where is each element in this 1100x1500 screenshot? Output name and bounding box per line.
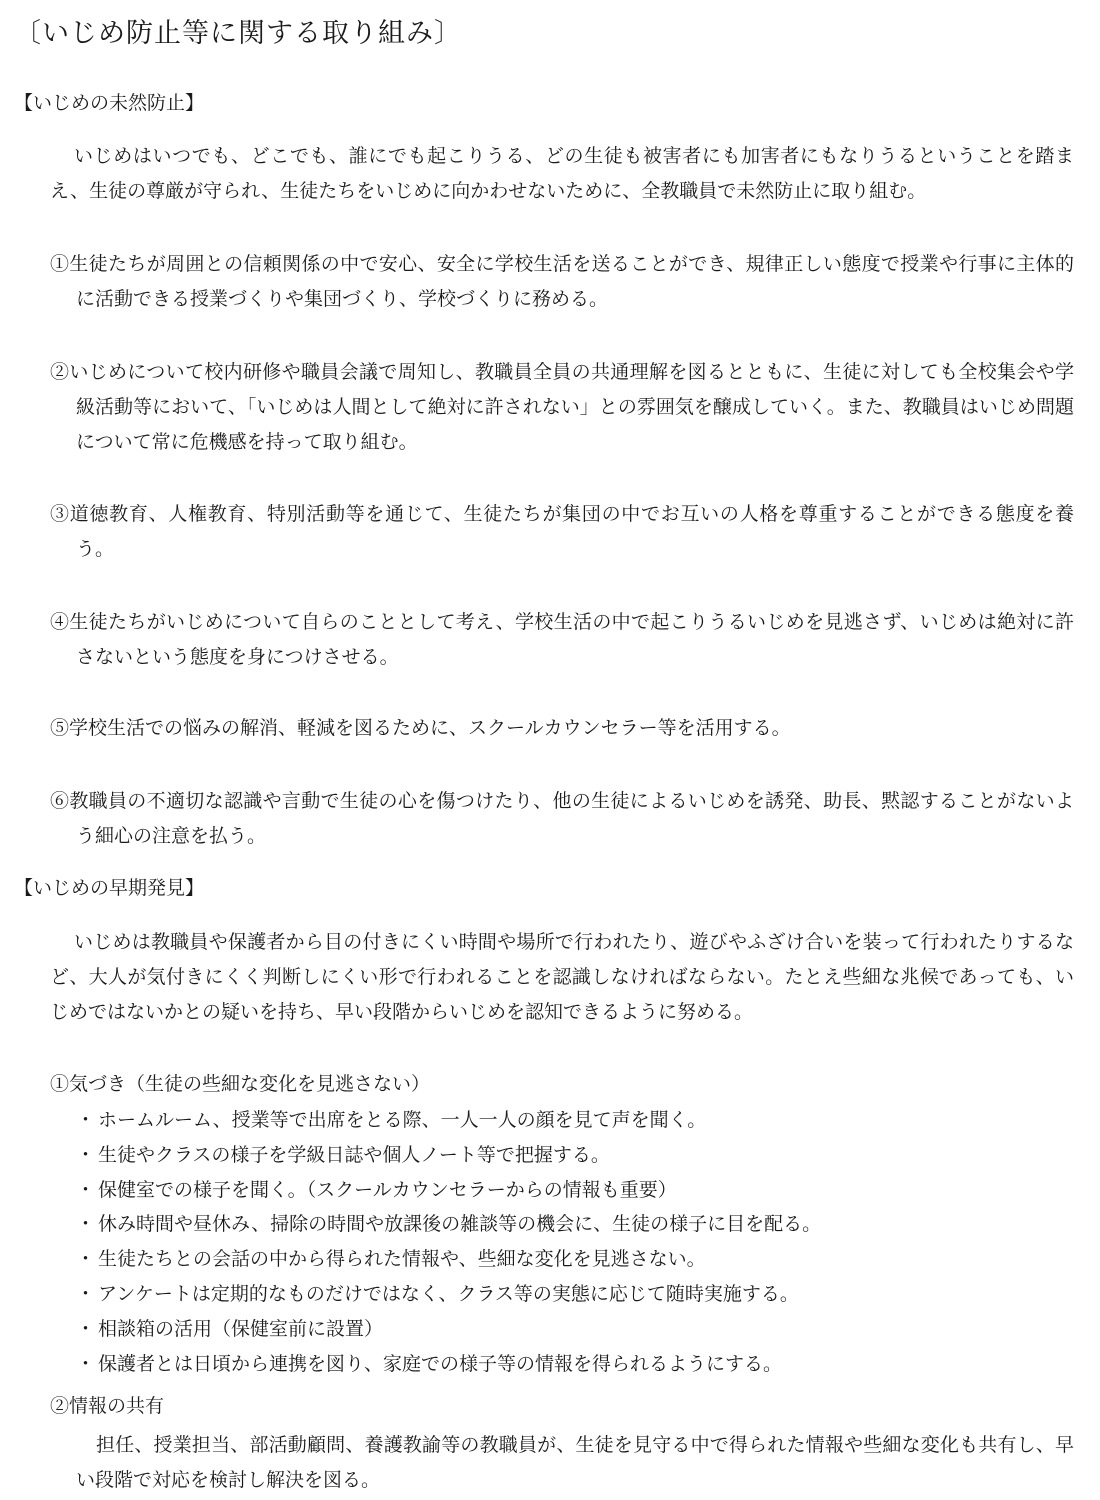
sharing-heading: ②情報の共有 [50, 1395, 165, 1417]
early-detection-heading: 【いじめの早期発見】 [14, 877, 205, 899]
prevention-item-1: ①生徒たちが周囲との信頼関係の中で安心、安全に学校生活を送ることができ、規律正しい態度で授業や行事に主体的に活動できる授業づくりや集団づくり、学校づくりに務める。 [50, 253, 1074, 310]
list-item-text: 相談箱の活用（保健室前に設置） [98, 1317, 384, 1340]
list-item [76, 1138, 821, 1173]
bullet-dot: ・ [76, 1213, 96, 1236]
awareness-list [76, 1103, 821, 1381]
list-item-text: 保健室での様子を聞く。（スクールカウンセラーからの情報も重要） [98, 1178, 677, 1201]
bullet-dot: ・ [76, 1317, 96, 1340]
list-item [76, 1173, 821, 1208]
list-item-text: 保護者とは日頃から連携を図り、家庭での様子等の情報を得られるようにする。 [98, 1352, 783, 1375]
list-item [76, 1242, 821, 1277]
bullet-dot: ・ [76, 1178, 96, 1201]
awareness-heading: ①気づき（生徒の些細な変化を見逃さない） [50, 1073, 431, 1095]
bullet-dot: ・ [76, 1248, 96, 1271]
list-item-text: ホームルーム、授業等で出席をとる際、一人一人の顔を見て声を聞く。 [98, 1109, 707, 1131]
prevention-item-6: ⑥教職員の不適切な認識や言動で生徒の心を傷つけたり、他の生徒によるいじめを誘発、助長、黙認することがないよう細心の注意を払う。 [50, 790, 1074, 847]
list-item [76, 1312, 821, 1347]
prevention-item-2: ②いじめについて校内研修や職員会議で周知し、教職員全員の共通理解を図るとともに、生徒に対しても全校集会や学級活動等において、「いじめは人間として絶対に許されない」との雰囲気を醸成していく。また、教職員はいじめ問題について常に危機感を持って取り組む。 [50, 361, 1074, 453]
document-title: 〔いじめ防止等に関する取り組み〕 [14, 18, 462, 49]
bullet-dot: ・ [76, 1109, 96, 1131]
list-item-text: 生徒やクラスの様子を学級日誌や個人ノート等で把握する。 [98, 1143, 610, 1166]
list-item-text: アンケートは定期的なものだけではなく、クラス等の実態に応じて随時実施する。 [98, 1282, 799, 1305]
prevention-item-4: ④生徒たちがいじめについて自らのこととして考え、学校生活の中で起こりうるいじめを見逃さず、いじめは絶対に許さないという態度を身につけさせる。 [50, 611, 1074, 668]
prevention-item-5: ⑤学校生活での悩みの解消、軽減を図るために、スクールカウンセラー等を活用する。 [50, 717, 791, 739]
list-item-text: 生徒たちとの会話の中から得られた情報や、些細な変化を見逃さない。 [98, 1248, 706, 1271]
bullet-dot: ・ [76, 1143, 96, 1166]
list-item [76, 1277, 821, 1312]
list-item [76, 1103, 821, 1138]
bullet-dot: ・ [76, 1282, 96, 1305]
prevention-item-3: ③道徳教育、人権教育、特別活動等を通じて、生徒たちが集団の中でお互いの人格を尊重することができる態度を養う。 [50, 503, 1074, 560]
prevention-heading: 【いじめの未然防止】 [14, 92, 205, 114]
list-item [76, 1207, 821, 1242]
prevention-intro: いじめはいつでも、どこでも、誰にでも起こりうる、どの生徒も被害者にも加害者にもなりうるということを踏まえ、生徒の尊厳が守られ、生徒たちをいじめに向かわせないために、全教職員で未然防止に取り組む。 [50, 145, 1074, 202]
early-detection-intro: いじめは教職員や保護者から目の付きにくい時間や場所で行われたり、遊びやふざけ合いを装って行われたりするなど、大人が気付きにくく判断しにくい形で行われることを認識しなければならない。たとえ些細な兆候であっても、いじめではないかとの疑いを持ち、早い段階からいじめを認知できるように努める。 [50, 931, 1074, 1023]
list-item-text: 休み時間や昼休み、掃除の時間や放課後の雑談等の機会に、生徒の様子に目を配る。 [98, 1213, 822, 1236]
list-item [76, 1347, 821, 1382]
sharing-text: 担任、授業担当、部活動顧問、養護教諭等の教職員が、生徒を見守る中で得られた情報や些細な変化も共有し、早い段階で対応を検討し解決を図る。 [76, 1434, 1074, 1491]
bullet-dot: ・ [76, 1352, 96, 1375]
